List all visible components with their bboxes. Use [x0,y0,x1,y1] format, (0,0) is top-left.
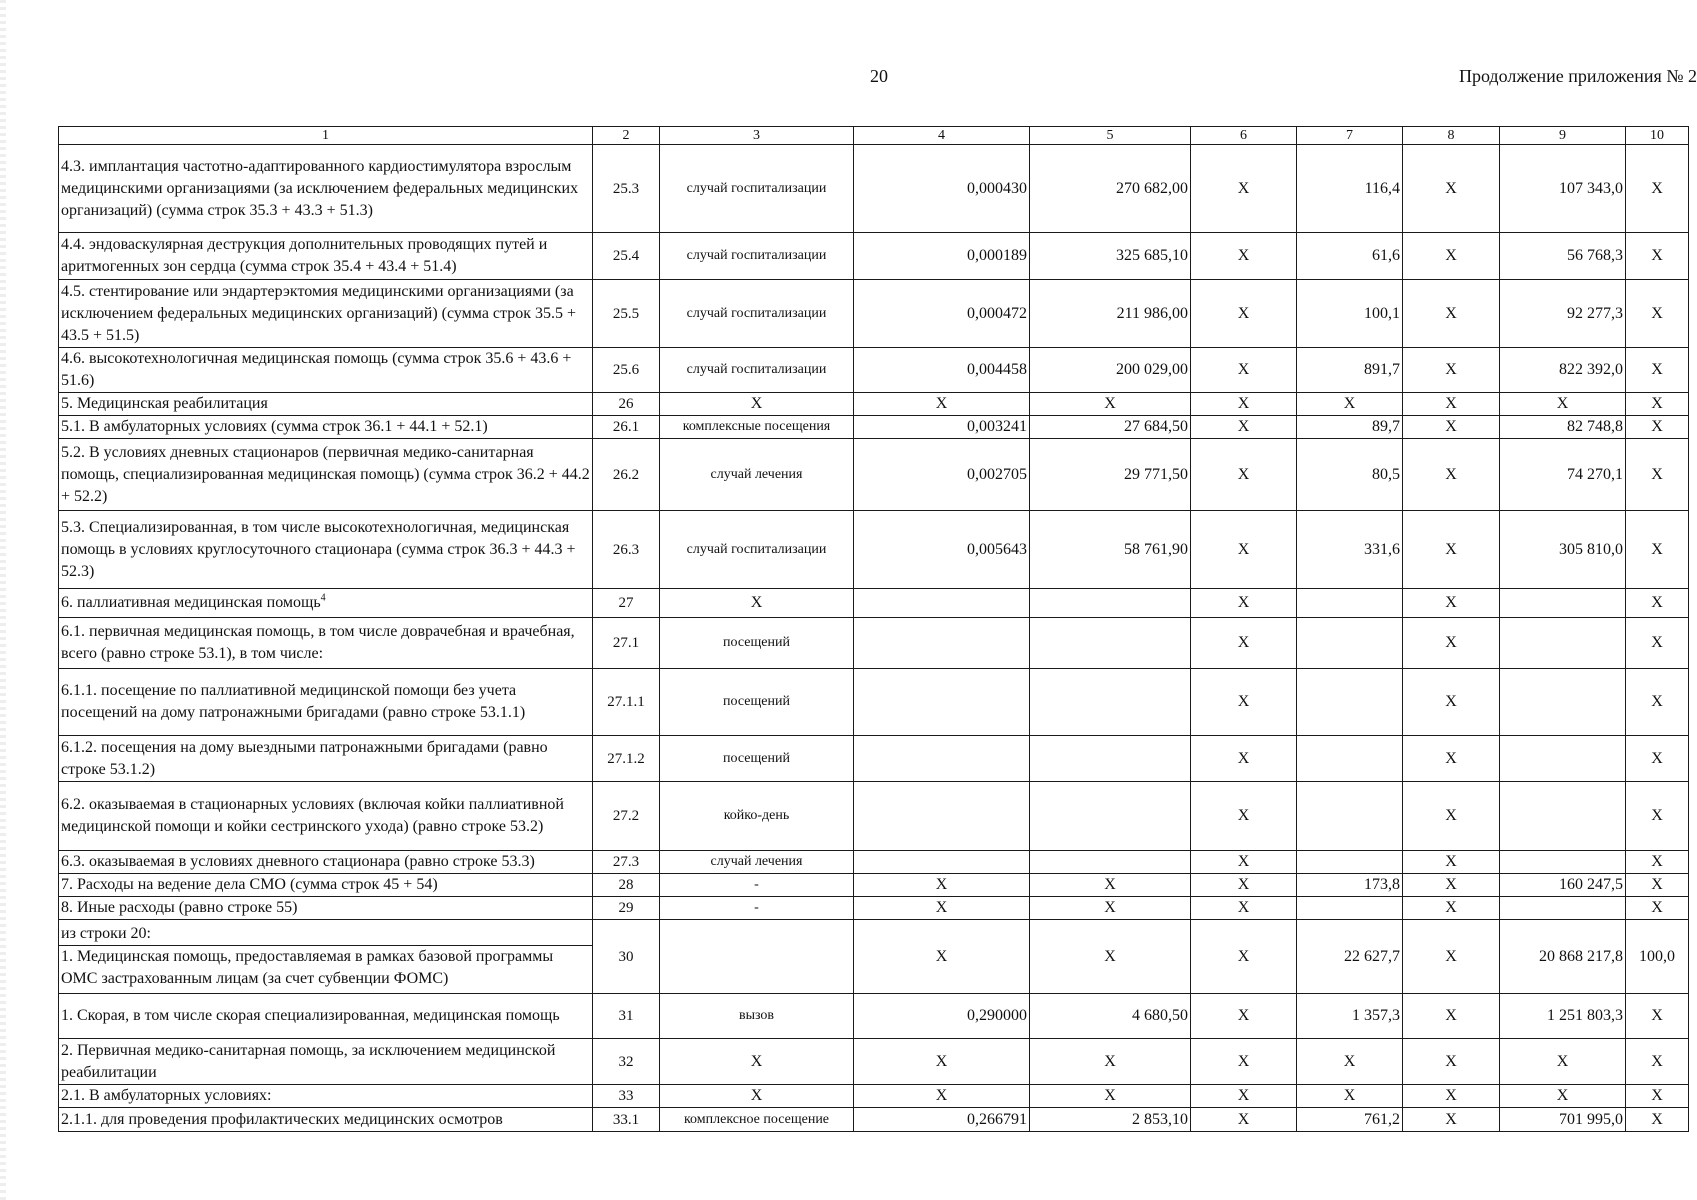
row-unit: комплексное посещение [660,1108,854,1132]
cell-col5: 29 771,50 [1030,439,1191,511]
cell-col8: X [1403,920,1500,994]
table-row [59,233,1689,280]
cell-col9: 822 392,0 [1500,348,1626,393]
cell-col5 [1030,589,1191,618]
cell-col8: X [1403,669,1500,736]
row-name: 4.6. высокотехнологичная медицинская помощь (сумма строк 35.6 + 43.6 + 51.6) [59,348,593,393]
cell-col5 [1030,851,1191,874]
cell-col7: 100,1 [1297,280,1403,348]
row-name: 4.5. стентирование или эндартерэктомия медицинскими организациями (за исключением федеральных медицинских организаций) (сумма строк 35.5 + 43.5 + 51.5) [59,280,593,348]
table-row [59,618,1689,669]
cell-col9 [1500,736,1626,782]
row-code: 33 [593,1085,660,1108]
cell-col8: X [1403,439,1500,511]
cell-col7 [1297,736,1403,782]
cell-col4 [854,736,1030,782]
cell-col8: X [1403,589,1500,618]
cell-col9: X [1500,393,1626,416]
row-code: 27.1.1 [593,669,660,736]
cell-col7 [1297,851,1403,874]
cell-col4: 0,004458 [854,348,1030,393]
cell-col9: 701 995,0 [1500,1108,1626,1132]
row-code: 25.4 [593,233,660,280]
table-row [59,782,1689,851]
cell-col6: X [1191,851,1297,874]
table-row [59,511,1689,589]
row-unit: вызов [660,994,854,1039]
cell-col10: X [1626,1108,1689,1132]
cell-col4: X [854,393,1030,416]
cell-col4 [854,589,1030,618]
cell-col7: 891,7 [1297,348,1403,393]
cell-col9: X [1500,1039,1626,1085]
cell-col9: 1 251 803,3 [1500,994,1626,1039]
cell-col10: X [1626,145,1689,233]
cell-col8: X [1403,618,1500,669]
cell-col9: 92 277,3 [1500,280,1626,348]
cell-col7: X [1297,393,1403,416]
row-unit: X [660,1085,854,1108]
cell-col9 [1500,669,1626,736]
cell-col8: X [1403,393,1500,416]
cell-col4 [854,851,1030,874]
cell-col4: 0,000472 [854,280,1030,348]
cell-col5: 200 029,00 [1030,348,1191,393]
cell-col8: X [1403,233,1500,280]
cell-col9 [1500,782,1626,851]
column-header: 5 [1030,127,1191,145]
row-name: 5.3. Специализированная, в том числе высокотехнологичная, медицинская помощь в условиях круглосуточного стационара (сумма строк 36.3 + 44.3 + 52.3) [59,511,593,589]
row-name: 2.1.1. для проведения профилактических медицинских осмотров [59,1108,593,1132]
cell-col4: X [854,1085,1030,1108]
cell-col5: X [1030,920,1191,994]
row-name: 5.1. В амбулаторных условиях (сумма строк 36.1 + 44.1 + 52.1) [59,416,593,439]
cell-col10: X [1626,782,1689,851]
row-unit [660,920,854,994]
cell-col9: X [1500,1085,1626,1108]
cell-col5: 270 682,00 [1030,145,1191,233]
cell-col6: X [1191,280,1297,348]
page-number: 20 [870,66,888,86]
cell-col6: X [1191,736,1297,782]
cell-col5: X [1030,393,1191,416]
cell-col10: X [1626,511,1689,589]
row-code: 25.3 [593,145,660,233]
cell-col5: 211 986,00 [1030,280,1191,348]
row-code: 32 [593,1039,660,1085]
table-row [59,393,1689,416]
budget-table [58,126,1689,1132]
cell-col9: 74 270,1 [1500,439,1626,511]
row-name-text: 6. паллиативная медицинская помощь [61,594,321,611]
row-name: 2.1. В амбулаторных условиях: [59,1085,593,1108]
cell-col4: X [854,897,1030,920]
row-unit: посещений [660,618,854,669]
cell-col4: 0,266791 [854,1108,1030,1132]
cell-col7: 173,8 [1297,874,1403,897]
row-name: 6.2. оказываемая в стационарных условиях (включая койки паллиативной медицинской помощи и койки сестринского ухода) (равно строке 53.2) [59,782,593,851]
table-row [59,439,1689,511]
row-code: 30 [593,920,660,994]
row-name: 6.1.2. посещения на дому выездными патронажными бригадами (равно строке 53.1.2) [59,736,593,782]
row-unit: комплексные посещения [660,416,854,439]
cell-col8: X [1403,897,1500,920]
cell-col10: X [1626,589,1689,618]
cell-col10: X [1626,874,1689,897]
table-row [59,874,1689,897]
cell-col8: X [1403,280,1500,348]
row-unit: случай лечения [660,851,854,874]
row-name-text: 1. Медицинская помощь, предоставляемая в рамках базовой программы ОМС застрахованным лицам (за счет субвенции ФОМС) [61,948,554,987]
column-header: 4 [854,127,1030,145]
cell-col5: X [1030,1039,1191,1085]
appendix-continuation-header: Продолжение приложения № 2 [1458,66,1697,86]
cell-col10: X [1626,851,1689,874]
table-row [59,589,1689,618]
cell-col6: X [1191,1108,1297,1132]
table-row [59,736,1689,782]
row-code: 26.2 [593,439,660,511]
cell-col7: 89,7 [1297,416,1403,439]
cell-col6: X [1191,348,1297,393]
cell-col10: 100,0 [1626,920,1689,994]
row-name [59,920,593,994]
cell-col6: X [1191,874,1297,897]
cell-col9 [1500,589,1626,618]
cell-col8: X [1403,348,1500,393]
table-row [59,1108,1689,1132]
table-row [59,920,1689,994]
row-unit: случай госпитализации [660,511,854,589]
row-name: 5.2. В условиях дневных стационаров (первичная медико-санитарная помощь, специализированная медицинская помощь) (сумма строк 36.2 + 44.2 + 52.2) [59,439,593,511]
row-unit: X [660,1039,854,1085]
cell-col7 [1297,618,1403,669]
footnote-marker: 4 [320,592,326,604]
table-row [59,348,1689,393]
cell-col5: X [1030,1085,1191,1108]
cell-col6: X [1191,416,1297,439]
row-code: 27.2 [593,782,660,851]
row-name: 8. Иные расходы (равно строке 55) [59,897,593,920]
cell-col6: X [1191,439,1297,511]
row-code: 27.1 [593,618,660,669]
cell-col7 [1297,782,1403,851]
row-code: 27 [593,589,660,618]
cell-col4: 0,290000 [854,994,1030,1039]
cell-col9: 20 868 217,8 [1500,920,1626,994]
cell-col6: X [1191,589,1297,618]
cell-col5: 58 761,90 [1030,511,1191,589]
row-name: 7. Расходы на ведение дела СМО (сумма строк 45 + 54) [59,874,593,897]
cell-col9: 305 810,0 [1500,511,1626,589]
table-row [59,416,1689,439]
column-header: 2 [593,127,660,145]
cell-col7 [1297,897,1403,920]
row-name: 4.4. эндоваскулярная деструкция дополнительных проводящих путей и аритмогенных зон сердца (сумма строк 35.4 + 43.4 + 51.4) [59,233,593,280]
row-name: 1. Скорая, в том числе скорая специализированная, медицинская помощь [59,994,593,1039]
row-name: 6.1. первичная медицинская помощь, в том числе доврачебная и врачебная, всего (равно строке 53.1), в том числе: [59,618,593,669]
cell-col6: X [1191,669,1297,736]
column-header: 7 [1297,127,1403,145]
table-row [59,1039,1689,1085]
row-unit: койко-день [660,782,854,851]
table-row [59,145,1689,233]
cell-col7: X [1297,1085,1403,1108]
scan-edge-artifact [0,0,6,1200]
row-code: 33.1 [593,1108,660,1132]
cell-col5: 2 853,10 [1030,1108,1191,1132]
cell-col8: X [1403,1039,1500,1085]
cell-col8: X [1403,1108,1500,1132]
cell-col7: 22 627,7 [1297,920,1403,994]
cell-col9: 107 343,0 [1500,145,1626,233]
row-code: 31 [593,994,660,1039]
cell-col9 [1500,851,1626,874]
cell-col6: X [1191,920,1297,994]
row-name: 2. Первичная медико-санитарная помощь, за исключением медицинской реабилитации [59,1039,593,1085]
cell-col10: X [1626,669,1689,736]
cell-col5 [1030,736,1191,782]
table-row [59,851,1689,874]
cell-col10: X [1626,416,1689,439]
row-code: 26 [593,393,660,416]
row-unit: - [660,897,854,920]
cell-col8: X [1403,782,1500,851]
cell-col4: 0,003241 [854,416,1030,439]
table-row [59,897,1689,920]
cell-col8: X [1403,994,1500,1039]
row-code: 25.6 [593,348,660,393]
cell-col6: X [1191,393,1297,416]
cell-col10: X [1626,393,1689,416]
cell-col5: 4 680,50 [1030,994,1191,1039]
cell-col6: X [1191,1039,1297,1085]
cell-col10: X [1626,233,1689,280]
row-name: 6.3. оказываемая в условиях дневного стационара (равно строке 53.3) [59,851,593,874]
row-unit: случай лечения [660,439,854,511]
table-row [59,1085,1689,1108]
cell-col4 [854,782,1030,851]
row-code: 27.3 [593,851,660,874]
cell-col5: X [1030,897,1191,920]
cell-col5: 325 685,10 [1030,233,1191,280]
cell-col4: 0,005643 [854,511,1030,589]
column-header: 8 [1403,127,1500,145]
cell-col10: X [1626,280,1689,348]
cell-col10: X [1626,1085,1689,1108]
cell-col10: X [1626,1039,1689,1085]
cell-col8: X [1403,511,1500,589]
row-code: 27.1.2 [593,736,660,782]
row-code: 28 [593,874,660,897]
cell-col8: X [1403,1085,1500,1108]
cell-col6: X [1191,618,1297,669]
cell-col9: 56 768,3 [1500,233,1626,280]
cell-col7 [1297,589,1403,618]
cell-col8: X [1403,145,1500,233]
cell-col4 [854,618,1030,669]
section-caption: из строки 20: [59,923,592,946]
row-unit: X [660,393,854,416]
cell-col7: 116,4 [1297,145,1403,233]
cell-col4: 0,000189 [854,233,1030,280]
cell-col5 [1030,782,1191,851]
row-unit: посещений [660,669,854,736]
cell-col6: X [1191,233,1297,280]
cell-col10: X [1626,897,1689,920]
cell-col4: X [854,874,1030,897]
row-code: 26.3 [593,511,660,589]
cell-col7: 331,6 [1297,511,1403,589]
cell-col4: X [854,920,1030,994]
row-unit: посещений [660,736,854,782]
row-code: 29 [593,897,660,920]
cell-col5: 27 684,50 [1030,416,1191,439]
cell-col4: 0,002705 [854,439,1030,511]
table-row [59,669,1689,736]
cell-col5 [1030,618,1191,669]
row-name: 6.1.1. посещение по паллиативной медицинской помощи без учета посещений на дому патронажными бригадами (равно строке 53.1.1) [59,669,593,736]
cell-col10: X [1626,994,1689,1039]
column-header: 1 [59,127,593,145]
cell-col9 [1500,897,1626,920]
row-code: 25.5 [593,280,660,348]
cell-col7: X [1297,1039,1403,1085]
cell-col6: X [1191,994,1297,1039]
cell-col8: X [1403,874,1500,897]
column-header: 9 [1500,127,1626,145]
row-unit: случай госпитализации [660,280,854,348]
cell-col6: X [1191,782,1297,851]
cell-col6: X [1191,1085,1297,1108]
cell-col10: X [1626,348,1689,393]
cell-col10: X [1626,439,1689,511]
cell-col4: X [854,1039,1030,1085]
table-row [59,280,1689,348]
cell-col9: 160 247,5 [1500,874,1626,897]
column-header: 10 [1626,127,1689,145]
cell-col7 [1297,669,1403,736]
row-unit: случай госпитализации [660,233,854,280]
cell-col8: X [1403,736,1500,782]
row-unit: случай госпитализации [660,145,854,233]
column-number-row [59,127,1689,145]
cell-col8: X [1403,851,1500,874]
column-header: 6 [1191,127,1297,145]
row-unit: X [660,589,854,618]
row-unit: - [660,874,854,897]
cell-col5: X [1030,874,1191,897]
cell-col4: 0,000430 [854,145,1030,233]
table-row [59,994,1689,1039]
cell-col10: X [1626,736,1689,782]
cell-col7: 61,6 [1297,233,1403,280]
cell-col6: X [1191,897,1297,920]
cell-col7: 80,5 [1297,439,1403,511]
cell-col8: X [1403,416,1500,439]
cell-col5 [1030,669,1191,736]
cell-col9: 82 748,8 [1500,416,1626,439]
cell-col10: X [1626,618,1689,669]
row-unit: случай госпитализации [660,348,854,393]
cell-col4 [854,669,1030,736]
cell-col9 [1500,618,1626,669]
row-name [59,589,593,618]
cell-col7: 761,2 [1297,1108,1403,1132]
cell-col7: 1 357,3 [1297,994,1403,1039]
cell-col6: X [1191,511,1297,589]
cell-col6: X [1191,145,1297,233]
row-name: 4.3. имплантация частотно-адаптированного кардиостимулятора взрослым медицинскими организациями (за исключением федеральных медицинских организаций) (сумма строк 35.3 + 43.3 + 51.3) [59,145,593,233]
column-header: 3 [660,127,854,145]
row-code: 26.1 [593,416,660,439]
row-name: 5. Медицинская реабилитация [59,393,593,416]
